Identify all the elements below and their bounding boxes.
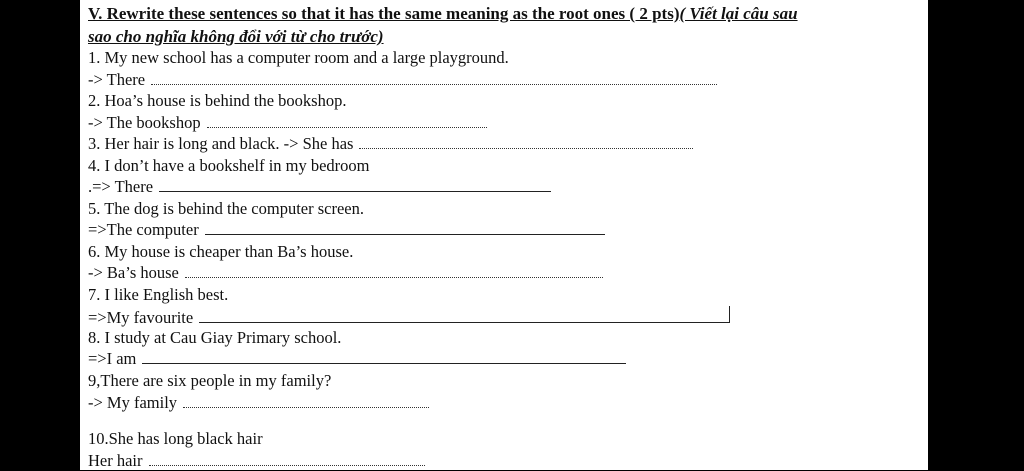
question-7-answer-line: [88, 306, 730, 328]
question-8-answer-line: [88, 349, 626, 369]
section-title: [88, 4, 798, 24]
question-6-answer-prefix: -> Ba’s house: [88, 263, 179, 282]
worksheet-page: [80, 0, 928, 470]
question-7-prompt: 7. I like English best.: [88, 285, 229, 304]
question-2-prompt: 2. Hoa’s house is behind the bookshop.: [88, 91, 347, 110]
question-1-answer-line: [88, 70, 717, 90]
question-2-answer-prefix: -> The bookshop: [88, 113, 201, 132]
question-9-answer-line: [88, 393, 429, 413]
question-6-answer-blank[interactable]: [185, 265, 603, 278]
question-5-answer-prefix: =>The computer: [88, 220, 199, 239]
question-5-answer-line: [88, 220, 605, 240]
question-4-prompt: 4. I don’t have a bookshelf in my bedroom: [88, 156, 370, 175]
question-10-answer-blank[interactable]: [149, 453, 425, 466]
question-8-answer-prefix: =>I am: [88, 349, 137, 368]
question-9-answer-blank[interactable]: [183, 395, 429, 408]
question-1-answer-prefix: -> There: [88, 70, 146, 89]
question-2-answer-blank[interactable]: [207, 115, 487, 128]
question-10-prompt: 10.She has long black hair: [88, 429, 263, 448]
question-1-prompt: 1. My new school has a computer room and a large playground.: [88, 48, 509, 67]
question-4-answer-prefix: .=> There: [88, 177, 154, 196]
question-9-prompt: 9,There are six people in my family?: [88, 371, 332, 390]
question-5-answer-blank[interactable]: [205, 222, 605, 235]
question-4-answer-blank[interactable]: [159, 179, 551, 192]
question-10-answer-line: [88, 451, 425, 471]
question-8-answer-blank[interactable]: [142, 351, 626, 364]
section-title-vietnamese-cont: sao cho nghĩa không đổi với từ cho trước): [88, 27, 384, 46]
question-9-answer-prefix: -> My family: [88, 393, 178, 412]
section-title-line2: [88, 27, 384, 47]
question-3-line: [88, 134, 693, 154]
question-7-answer-prefix: =>My favourite: [88, 308, 194, 327]
question-2-answer-line: [88, 113, 487, 133]
section-title-vietnamese: ( Viết lại câu sau: [679, 4, 798, 23]
question-8-prompt: 8. I study at Cau Giay Primary school.: [88, 328, 342, 347]
question-6-answer-line: [88, 263, 603, 283]
question-1-answer-blank[interactable]: [151, 72, 717, 85]
question-4-answer-line: [88, 177, 551, 197]
question-3-answer-blank[interactable]: [359, 136, 693, 149]
question-10-answer-prefix: Her hair: [88, 451, 143, 470]
question-6-prompt: 6. My house is cheaper than Ba’s house.: [88, 242, 354, 261]
section-title-english: V. Rewrite these sentences so that it has the same meaning as the root ones ( 2 pts): [88, 4, 680, 23]
question-3-prompt: 3. Her hair is long and black. -> She has: [88, 134, 354, 153]
question-5-prompt: 5. The dog is behind the computer screen.: [88, 199, 364, 218]
question-7-answer-blank[interactable]: [199, 306, 730, 323]
